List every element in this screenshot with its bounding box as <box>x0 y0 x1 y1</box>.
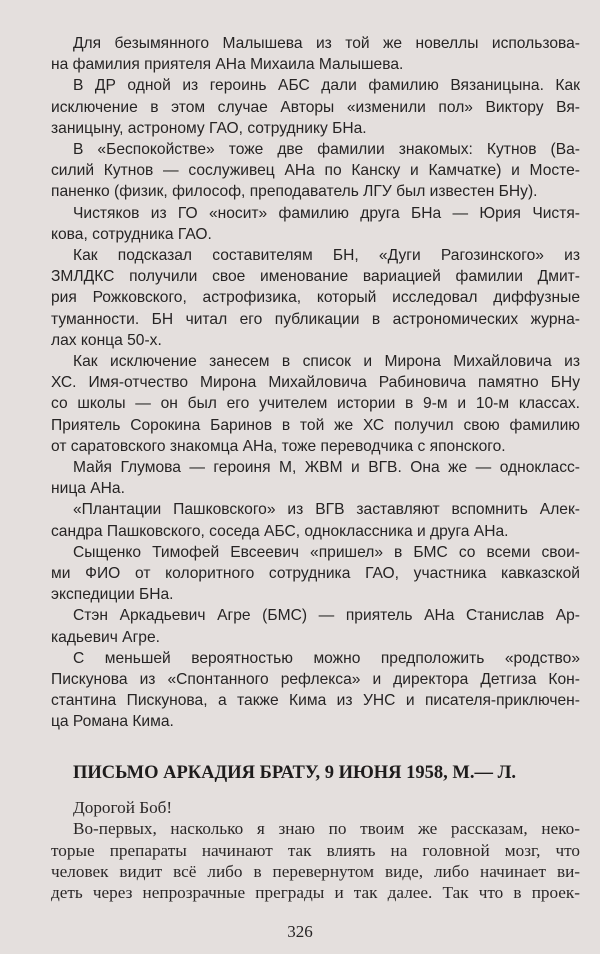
text-line: Во-первых, насколько я знаю по твоим же рассказам, неко- <box>73 819 580 839</box>
text-line: ЗМЛДКС получили свое именование вариацией фамилии Дмит- <box>51 268 580 286</box>
text-line: В ДР одной из героинь АБС дали фамилию Вязаницына. Как <box>73 77 580 95</box>
text-line: ца Романа Кима. <box>51 713 174 731</box>
text-line: сандра Пашковского, соседа АБС, одноклассника и друга АНа. <box>51 522 509 540</box>
text-line: ница АНа. <box>51 480 125 498</box>
text-line: рия Рожковского, астрофизика, который исследовал диффузные <box>51 289 580 307</box>
text-line: Сыщенко Тимофей Евсеевич «пришел» в БМС со всеми свои- <box>73 543 580 561</box>
text-line: ми ФИО от колоритного сотрудника ГАО, участника кавказской <box>51 565 580 582</box>
text-line: Для безымянного Малышева из той же новеллы использова- <box>73 35 580 52</box>
text-line: на фамилия приятеля АНа Михаила Малышева. <box>51 56 404 74</box>
text-line: деть через непрозрачные преграды и так далее. Так что в проек- <box>51 883 580 903</box>
text-line: стантина Пискунова, а также Кима из УНС и писателя-приключен- <box>51 692 580 710</box>
text-line: Майя Глумова — героиня М, ЖВМ и ВГВ. Она же — однокласс- <box>73 459 580 476</box>
text-line: человек видит всё либо в перевернутом виде, либо начинает ви- <box>51 861 580 881</box>
text-line: со школы — он был его учителем истории в 9-м и 10-м классах. <box>51 395 580 413</box>
text-line: Стэн Аркадьевич Агре (БМС) — приятель АНа Станислав Ар- <box>73 607 580 625</box>
text-line: туманности. БН читал его публикации в астрономических журна- <box>51 310 580 328</box>
text-line: от саратовского знакомца АНа, тоже переводчика с японского. <box>51 437 506 455</box>
text-line: Чистяков из ГО «носит» фамилию друга БНа — Юрия Чистя- <box>73 204 580 222</box>
text-line: Пискунова из «Спонтанного рефлекса» и директора Детгиза Кон- <box>51 671 580 688</box>
text-line: Как подсказал составителям БН, «Дуги Рагозинского» из <box>73 247 580 264</box>
text-line: В «Беспокойстве» тоже две фамилии знакомых: Кутнов (Ва- <box>73 141 580 158</box>
page-number: 326 <box>287 922 313 941</box>
text-line: Как исключение занесем в список и Мирона Михайловича из <box>73 353 580 370</box>
text-line: Дорогой Боб! <box>73 798 173 817</box>
text-line: кова, сотрудника ГАО. <box>51 225 212 243</box>
text-line: «Плантации Пашковского» из ВГВ заставляют вспомнить Алек- <box>73 501 580 519</box>
text-line: заницыну, астроному ГАО, сотруднику БНа. <box>51 119 367 137</box>
text-line: паненко (физик, философ, преподаватель ЛГУ был известен БНу). <box>51 183 538 201</box>
text-line: торые препараты начинают так влиять на головной мозг, что <box>51 840 580 860</box>
text-line: силий Кутнов — сослуживец АНа по Канску и Камчатке) и Мосте- <box>51 162 580 180</box>
text-line: С меньшей вероятностью можно предположить «родство» <box>73 649 580 667</box>
text-line: лах конца 50-х. <box>51 331 162 349</box>
letter-heading: ПИСЬМО АРКАДИЯ БРАТУ, 9 ИЮНЯ 1958, М.— Л. <box>73 763 517 783</box>
text-line: кадьевич Агре. <box>51 628 160 646</box>
text-line: исключение в этом случае Авторы «изменили пол» Виктору Вя- <box>51 98 580 116</box>
text-line: ХС. Имя-отчество Мирона Михайловича Рабиновича памятно БНу <box>51 374 580 392</box>
text-line: экспедиции БНа. <box>51 586 174 604</box>
text-line: Приятель Сорокина Баринов в той же ХС получил свою фамилию <box>51 416 580 434</box>
